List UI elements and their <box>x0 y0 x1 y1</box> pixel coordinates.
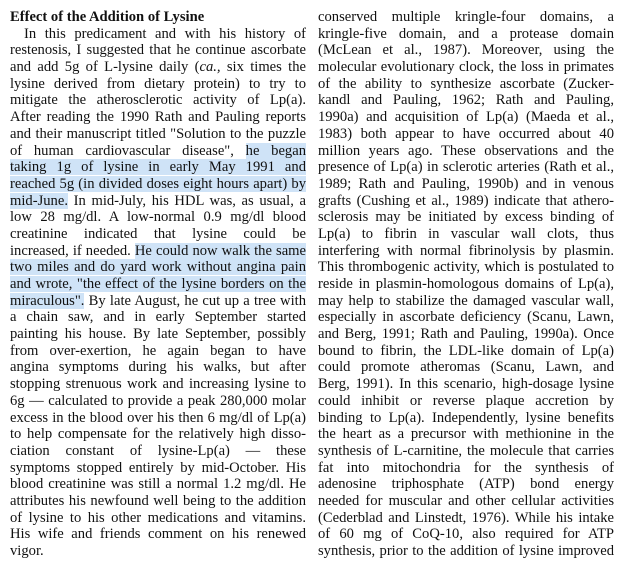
text-segment: and add 5g of L-lysine daily ( <box>10 59 200 76</box>
text-segment: could inhibit or reverse plaque accretion by <box>318 392 614 409</box>
text-line <box>10 176 306 193</box>
text-line <box>318 126 614 143</box>
text-line <box>318 92 614 109</box>
text-segment: of the ability to synthesize ascorbate (Zucker- <box>318 75 614 92</box>
text-line <box>318 143 614 160</box>
text-segment: from over-exertion, he again began to have <box>10 342 306 359</box>
text-line <box>10 126 306 143</box>
text-segment: excess in the blood over his then 6 mg/dl of Lp(a) <box>10 409 306 426</box>
text-segment: fat into mitochondria for the synthesis of <box>318 459 614 476</box>
text-segment: Berg, 1991). In this scenario, high-dosage lysine <box>318 376 614 393</box>
text-line <box>10 226 306 243</box>
section-heading: Effect of the Addition of Lysine <box>10 9 205 25</box>
text-segment: mitigate the atherosclerotic activity of Lp(a). <box>10 92 306 109</box>
text-segment: conserved multiple kringle-four domains, a <box>318 9 614 25</box>
text-line <box>10 276 306 293</box>
highlighted-text: two miles and do yard work without angina pain <box>10 259 306 276</box>
text-segment: ca., <box>199 59 221 76</box>
text-line <box>10 460 306 477</box>
text-line <box>10 109 306 126</box>
left-column-body <box>10 26 306 560</box>
text-segment: six times the <box>220 59 306 76</box>
text-line <box>10 243 306 260</box>
text-segment: sclerosis may be initiated by excess binding of <box>318 209 614 226</box>
text-segment: of human cardiovascular disease", <box>10 142 246 159</box>
text-line <box>10 443 306 460</box>
text-segment: the heart as a precursor with methionine in the <box>318 426 614 443</box>
text-segment: angina symptoms during his walks, but after <box>10 359 306 376</box>
text-segment: (Cederblad and Linstedt, 1976). While his intake <box>318 509 614 526</box>
text-line <box>10 42 306 59</box>
text-segment: molecular evolutionary clock, the loss in primates <box>318 59 614 76</box>
text-line <box>318 393 614 410</box>
text-segment: grafts (Cushing et al., 1989) indicate that athero- <box>318 192 614 209</box>
text-line <box>10 476 306 493</box>
text-segment: lysine derived from dietary protein) to try to <box>10 75 306 92</box>
text-line <box>318 159 614 176</box>
text-line <box>318 26 614 43</box>
text-line <box>10 410 306 427</box>
text-segment: bound to fibrin, the LDL-like domain of Lp(a) <box>318 342 614 359</box>
text-segment: This thrombogenic activity, which is postulated to <box>318 259 614 276</box>
highlighted-text: he began <box>245 142 306 159</box>
text-segment: 1990a) and acquisition of Lp(a) (Maeda et al., <box>318 109 614 126</box>
right-column <box>318 9 614 560</box>
text-line <box>318 243 614 260</box>
text-segment: In this predicament and with his history of <box>24 25 306 42</box>
text-line <box>10 259 306 276</box>
text-segment: presence of Lp(a) in sclerotic arteries (Rath et al., <box>318 159 614 176</box>
text-segment: vigor. <box>10 543 44 559</box>
text-line <box>10 143 306 160</box>
text-line <box>318 293 614 310</box>
text-segment: may help to stabilize the damaged vascular wall, <box>318 292 614 309</box>
text-line <box>318 276 614 293</box>
text-segment: restenosis, I suggested that he continue ascorbate <box>10 42 306 59</box>
text-line <box>318 443 614 460</box>
text-line <box>10 510 306 527</box>
text-segment: blood creatinine was still a normal 1.2 mg/dl. He <box>10 476 306 493</box>
text-segment: reside in plasmin-homologous domains of Lp(a), <box>318 276 614 292</box>
text-segment: needed for muscular and other cellular activities <box>318 492 614 509</box>
text-segment: binding to Lp(a). Independently, lysine benefits <box>318 409 614 426</box>
text-segment: a chain saw, and in early September started <box>10 309 306 326</box>
text-line <box>318 376 614 393</box>
text-segment: In mid-July, his HDL was, as usual, a <box>67 192 306 209</box>
text-segment: increased, if needed. <box>10 242 135 259</box>
text-line <box>10 159 306 176</box>
text-line <box>10 526 306 543</box>
text-line <box>318 426 614 443</box>
text-line <box>10 209 306 226</box>
text-line <box>318 460 614 477</box>
text-line <box>10 92 306 109</box>
text-segment: could promote atheromas (Scanu, Lawn, and <box>318 359 614 376</box>
text-line <box>10 193 306 210</box>
text-line <box>10 359 306 376</box>
text-line <box>318 510 614 527</box>
text-segment: His <box>278 459 307 476</box>
text-segment: After reading the 1990 Rath and Pauling reports <box>10 109 306 126</box>
text-line <box>10 326 306 343</box>
text-segment: and Berg, 1991; Rath and Pauling, 1990a). Once <box>318 326 614 343</box>
text-line <box>318 259 614 276</box>
text-line <box>318 309 614 326</box>
text-line <box>318 326 614 343</box>
text-segment: synthesis of L-carnitine, the molecule that carries <box>318 442 614 459</box>
text-line <box>10 376 306 393</box>
text-line <box>10 343 306 360</box>
text-line <box>10 76 306 93</box>
text-segment: adenosine triphosphate (ATP) bond energy <box>318 476 614 493</box>
text-line <box>318 226 614 243</box>
text-segment: symptoms stopped entirely by mid-October. <box>10 459 279 476</box>
text-segment: 6g — calculated to provide a peak 280,000 molar <box>10 392 306 409</box>
text-line <box>10 393 306 410</box>
highlighted-text: taking 1g of lysine in early May 1991 and <box>10 159 306 176</box>
left-column <box>10 9 306 560</box>
text-segment: attributes his newfound well being to the addition <box>10 492 306 509</box>
text-line <box>318 109 614 126</box>
text-segment: Lp(a) to fibrin in vascular wall clots, thus <box>318 225 614 242</box>
text-segment: ciation constant of lysine-Lp(a) — these <box>10 442 306 459</box>
text-segment: of 60 mg of CoQ-10, also required for ATP <box>318 526 614 543</box>
text-line <box>318 76 614 93</box>
text-segment: His wife and friends comment on his renewed <box>10 526 306 543</box>
text-line <box>318 359 614 376</box>
text-segment: stopping strenuous work and increasing lysine to <box>10 376 306 393</box>
highlighted-text: reached 5g (in divided doses eight hours apart) by <box>10 175 306 192</box>
text-line <box>10 26 306 43</box>
text-segment: kringle-five domain, and a protease domain <box>318 25 614 42</box>
text-segment: to help compensate for the relatively high disso- <box>10 426 306 443</box>
text-segment: interfering with normal fibrinolysis by plasmin. <box>318 242 614 259</box>
highlighted-text: miraculous". <box>10 292 85 309</box>
text-line <box>318 476 614 493</box>
text-segment: creatinine indicated that lysine could be <box>10 225 306 242</box>
right-column-body <box>318 9 614 560</box>
text-line <box>10 309 306 326</box>
text-line <box>10 493 306 510</box>
text-line <box>318 493 614 510</box>
highlighted-text: and wrote, "the effect of the lysine borders on the <box>10 276 306 292</box>
highlighted-text: He could now walk the same <box>134 242 307 259</box>
text-line <box>10 293 306 310</box>
text-line <box>10 59 306 76</box>
text-segment: (McLean et al., 1987). Moreover, using the <box>318 42 614 59</box>
text-segment: painting his house. By late September, possibly <box>10 326 306 343</box>
text-line <box>318 59 614 76</box>
text-line <box>318 42 614 59</box>
text-line <box>318 9 614 26</box>
text-segment: of lysine to his other medications and vitamins. <box>10 509 306 526</box>
text-segment: especially in ascorbate deficiency (Scanu, Lawn, <box>318 309 614 326</box>
text-line <box>318 209 614 226</box>
text-segment: million years ago. These observations and the <box>318 142 614 159</box>
text-line <box>10 426 306 443</box>
text-segment: synthesis, prior to the addition of lysine improved <box>318 543 614 559</box>
text-line <box>318 176 614 193</box>
text-segment: 1983) both appear to have occurred about 40 <box>318 125 614 142</box>
text-line <box>10 543 306 560</box>
text-line <box>318 526 614 543</box>
text-segment: By late August, he cut up a tree with <box>84 292 306 309</box>
text-line <box>318 193 614 210</box>
highlighted-text: mid-June. <box>10 192 68 209</box>
text-segment: kandl and Pauling, 1962; Rath and Pauling, <box>318 92 614 109</box>
text-segment: 1989; Rath and Pauling, 1990b) and in venous <box>318 175 614 192</box>
text-line <box>318 343 614 360</box>
text-segment: low 28 mg/dl. A low-normal 0.9 mg/dl blood <box>10 209 306 226</box>
text-line <box>318 543 614 560</box>
text-line <box>318 410 614 427</box>
text-segment: and their manuscript titled "Solution to the puzzle <box>10 125 306 142</box>
